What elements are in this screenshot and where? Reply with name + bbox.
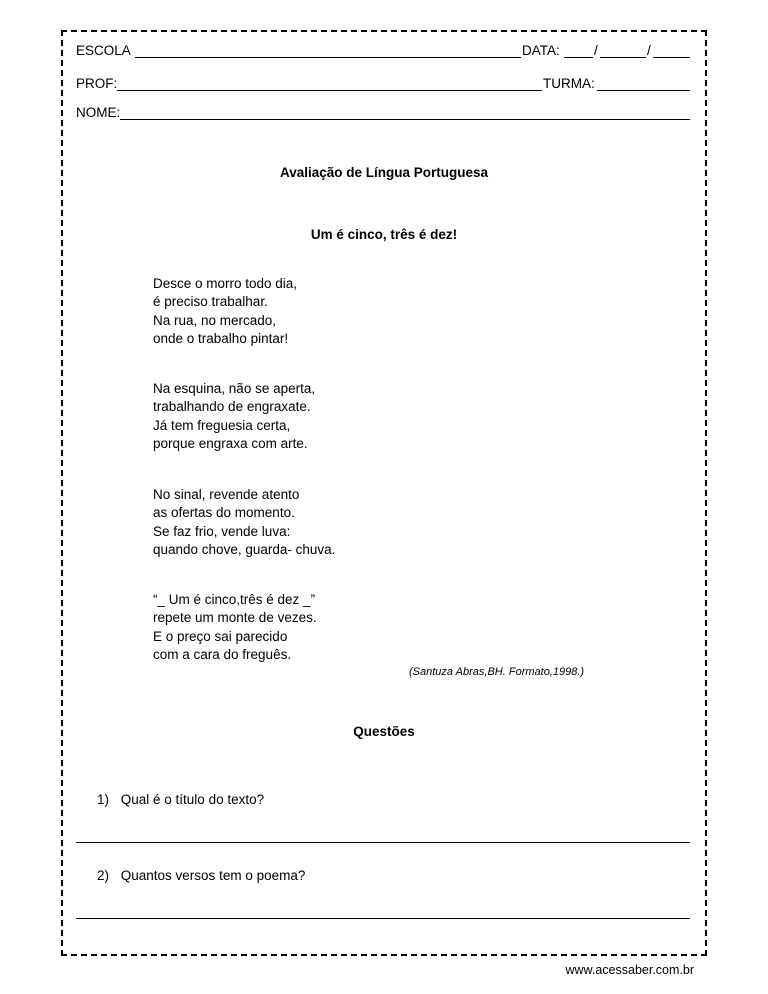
nome-label: NOME: [76, 105, 121, 120]
poem-verse: repete um monte de vezes. [153, 610, 317, 626]
poem-verse: Na rua, no mercado, [153, 312, 277, 328]
poem-verse: No sinal, revende atento [153, 487, 300, 502]
question-2 [97, 868, 305, 883]
poem-verse: trabalhando de engraxate. [153, 399, 311, 415]
date-separator: / [594, 43, 598, 58]
poem-stanza-3 [153, 486, 335, 560]
poem-verse: Se faz frio, vende luva: [153, 523, 291, 539]
poem-verse: é preciso trabalhar. [153, 294, 268, 310]
date-day-field[interactable] [564, 57, 593, 58]
question-number: 2) [97, 868, 110, 883]
answer-line-2[interactable] [76, 918, 690, 919]
turma-label: TURMA: [543, 76, 595, 91]
turma-field[interactable] [597, 90, 690, 91]
page-title: Avaliação de Língua Portuguesa [279, 165, 489, 180]
poem-citation: (Santuza Abras,BH. Formato,1998.) [409, 666, 585, 678]
poem-verse: Já tem freguesia certa, [153, 417, 291, 433]
date-separator: / [647, 43, 651, 58]
question-text: Qual é o título do texto? [120, 792, 265, 807]
prof-label: PROF: [76, 76, 118, 91]
poem-stanza-4 [153, 591, 317, 665]
poem-verse: as ofertas do momento. [153, 505, 295, 521]
poem-verse: porque engraxa com arte. [153, 436, 308, 452]
question-number: 1) [97, 792, 110, 807]
poem-stanza-1 [153, 275, 297, 349]
poem-verse: onde o trabalho pintar! [153, 331, 289, 347]
answer-line-1[interactable] [76, 842, 690, 843]
question-text: Quantos versos tem o poema? [120, 868, 306, 883]
prof-field[interactable] [117, 90, 542, 91]
data-label: DATA: [522, 43, 560, 58]
footer-url: www.acessaber.com.br [565, 963, 694, 977]
poem-verse: “_ Um é cinco,três é dez _” [153, 592, 316, 607]
escola-label: ESCOLA [76, 43, 131, 58]
poem-title: Um é cinco, três é dez! [310, 227, 458, 242]
poem-verse: E o preço sai parecido [153, 628, 288, 644]
nome-field[interactable] [120, 119, 690, 120]
poem-stanza-2 [153, 380, 315, 454]
poem-verse: Na esquina, não se aperta, [153, 381, 316, 396]
date-month-field[interactable] [600, 57, 646, 58]
date-year-field[interactable] [653, 57, 690, 58]
questions-title: Questões [353, 724, 415, 739]
poem-verse: com a cara do freguês. [153, 647, 292, 663]
poem-verse: quando chove, guarda- chuva. [153, 542, 336, 558]
poem-verse: Desce o morro todo dia, [153, 276, 298, 291]
question-1 [97, 792, 264, 807]
escola-field[interactable] [135, 57, 521, 58]
